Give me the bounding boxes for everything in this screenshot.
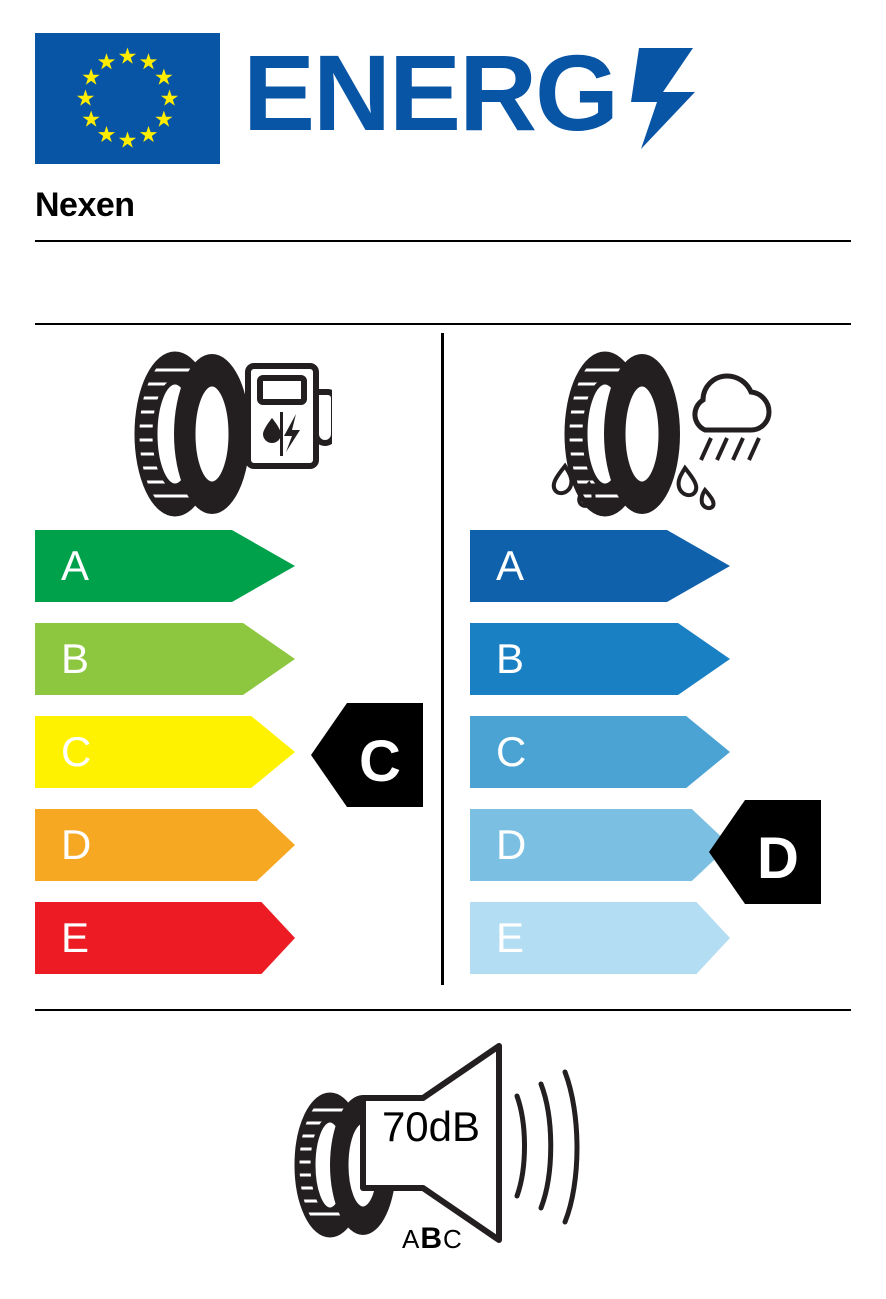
wet-grade-letter-e: E — [496, 914, 525, 961]
fuel-grade-letter-a: A — [61, 542, 90, 589]
fuel-grade-row — [35, 902, 295, 974]
fuel-grade-row — [35, 716, 295, 788]
noise-class-b: B — [420, 1222, 444, 1255]
tyre-fuel-pump-icon — [120, 348, 332, 520]
wet-grade-letter-a: A — [496, 542, 525, 589]
fuel-grade-letter-e: E — [61, 914, 90, 961]
wet-grade-row — [470, 716, 730, 788]
energ-wordmark — [243, 46, 713, 151]
fuel-grade-letter-d: D — [61, 821, 92, 868]
wet-grade-row — [470, 623, 730, 695]
wet-grade-letter-b: B — [496, 635, 525, 682]
wet-grade-row — [470, 809, 730, 881]
tyre-rain-cloud-icon — [535, 348, 780, 520]
noise-class-indicator — [402, 1222, 522, 1256]
fuel-grade-letter-c: C — [61, 728, 92, 775]
wet-grade-row — [470, 530, 730, 602]
fuel-grade-row — [35, 623, 295, 695]
divider-vertical — [441, 333, 444, 985]
brand-name: Nexen — [35, 186, 135, 224]
noise-class-c: C — [443, 1224, 463, 1254]
fuel-grade-row — [35, 530, 295, 602]
fuel-efficiency-result — [311, 703, 423, 807]
noise-class-a: A — [402, 1224, 421, 1254]
wet-grip-scale — [470, 530, 730, 995]
wet-grade-letter-d: D — [496, 821, 527, 868]
fuel-efficiency-result-letter: C — [359, 729, 401, 794]
divider-bottom-grid — [35, 1009, 851, 1011]
fuel-grade-row — [35, 809, 295, 881]
wet-grade-letter-c: C — [496, 728, 527, 775]
eu-flag — [35, 33, 220, 164]
fuel-grade-letter-b: B — [61, 635, 90, 682]
svg-text:ENERG: ENERG — [243, 46, 618, 151]
fuel-efficiency-scale — [35, 530, 295, 995]
divider-under-brand — [35, 240, 851, 242]
wet-grade-row — [470, 902, 730, 974]
noise-db-value: 70dB — [381, 1103, 481, 1150]
wet-grip-result-letter: D — [757, 826, 799, 891]
wet-grip-result — [709, 800, 821, 904]
divider-top-grid — [35, 323, 851, 325]
